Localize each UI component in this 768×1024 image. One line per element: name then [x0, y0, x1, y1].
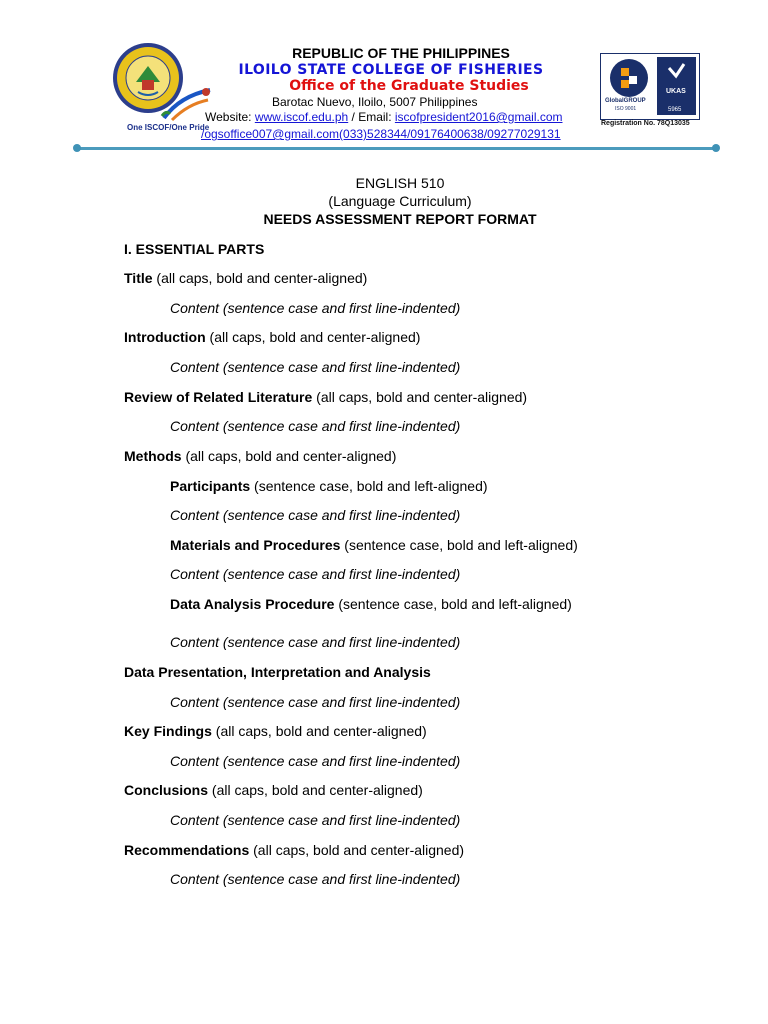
- content-line: Content (sentence case and first line-indented): [170, 300, 461, 316]
- divider-left-dot: [73, 144, 81, 152]
- content-line: Content (sentence case and first line-indented): [170, 753, 461, 769]
- cert-left-label: GlobalGROUP: [605, 98, 646, 104]
- cert-left-sub: ISO 9001: [615, 106, 637, 112]
- content-line: Content (sentence case and first line-indented): [170, 566, 461, 582]
- content-line: Content (sentence case and first line-indented): [170, 507, 461, 523]
- certification-logos: [600, 53, 700, 120]
- item-key-findings: Key Findings (all caps, bold and center-aligned): [124, 723, 427, 739]
- item-recommendations: Recommendations (all caps, bold and center-aligned): [124, 842, 465, 858]
- item-methods: Methods (all caps, bold and center-aligned): [124, 448, 397, 464]
- item-data-presentation: Data Presentation, Interpretation and Analysis: [124, 664, 431, 680]
- item-participants: Participants (sentence case, bold and left-aligned): [170, 478, 488, 494]
- tagline: One ISCOF/One Pride: [127, 123, 210, 132]
- item-introduction: Introduction (all caps, bold and center-aligned): [124, 329, 421, 345]
- header-divider: [76, 147, 718, 150]
- content-line: Content (sentence case and first line-indented): [170, 871, 461, 887]
- cert-right-label: UKAS: [666, 88, 686, 95]
- content-line: Content (sentence case and first line-indented): [170, 359, 461, 375]
- item-materials: Materials and Procedures (sentence case, bold and left-aligned): [170, 537, 578, 553]
- item-data-analysis: Data Analysis Procedure (sentence case, bold and left-aligned): [170, 596, 572, 612]
- contact-link-2[interactable]: /ogsoffice007@gmail.com(033)528344/09176400638/09277029131: [201, 127, 561, 141]
- divider-right-dot: [712, 144, 720, 152]
- republic-heading: REPUBLIC OF THE PHILIPPINES: [292, 45, 510, 61]
- content-line: Content (sentence case and first line-indented): [170, 418, 461, 434]
- content-line: Content (sentence case and first line-indented): [170, 812, 461, 828]
- contact-line-2: [201, 127, 561, 141]
- website-label: Website:: [205, 110, 255, 124]
- course-title: ENGLISH 510: [355, 175, 445, 191]
- content-line: Content (sentence case and first line-indented): [170, 694, 461, 710]
- item-conclusions: Conclusions (all caps, bold and center-aligned): [124, 782, 423, 798]
- course-subtitle: (Language Curriculum): [328, 193, 472, 209]
- address: Barotac Nuevo, Iloilo, 5007 Philippines: [272, 95, 478, 109]
- website-link[interactable]: www.iscof.edu.ph: [254, 110, 349, 124]
- college-name: ILOILO STATE COLLEGE OF FISHERIES: [238, 62, 544, 78]
- item-rrl: Review of Related Literature (all caps, bold and center-aligned): [124, 389, 528, 405]
- section-heading: I. ESSENTIAL PARTS: [124, 241, 265, 257]
- office-name: Office of the Graduate Studies: [289, 78, 529, 94]
- email-label: / Email:: [348, 110, 395, 124]
- registration-number: Registration No. 78Q13035: [601, 120, 690, 127]
- email-link[interactable]: iscofpresident2016@gmail.com: [394, 110, 563, 124]
- contact-line: [205, 110, 563, 124]
- document-title: NEEDS ASSESSMENT REPORT FORMAT: [263, 211, 537, 227]
- cert-right-num: 5965: [668, 107, 682, 113]
- content-line: Content (sentence case and first line-indented): [170, 634, 461, 650]
- item-title: Title (all caps, bold and center-aligned): [124, 270, 368, 286]
